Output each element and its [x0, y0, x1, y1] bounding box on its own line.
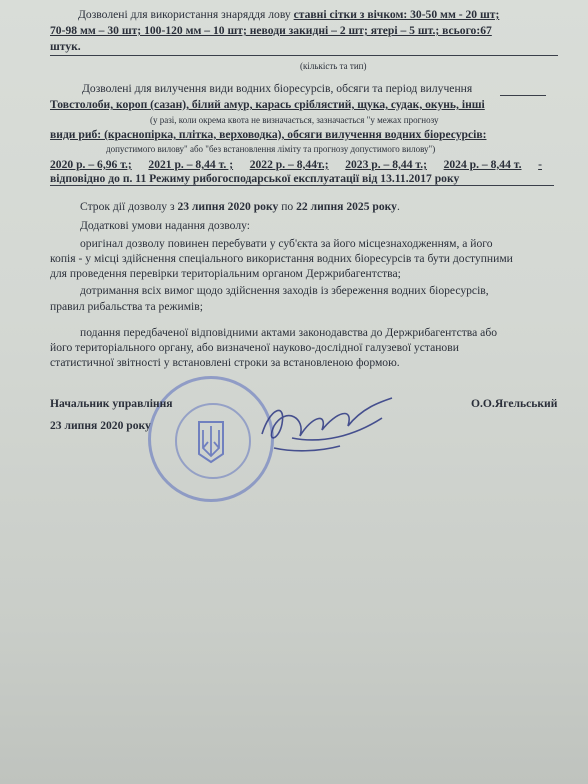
term-from: 23 липня 2020 року — [177, 200, 279, 213]
gear-lead: Дозволені для використання знаряддя лову — [78, 8, 294, 21]
condition-1-line-1: оригінал дозволу повинен перебувати у суб'єкта за його місцезнаходженням, а його — [80, 237, 493, 250]
signatory-name: О.О.Ягельський — [471, 397, 558, 410]
handwritten-signature — [252, 388, 402, 458]
species-year-dash: - — [538, 158, 542, 171]
species-year-2023: 2023 р. – 8,44 т.; — [345, 158, 427, 171]
condition-2-line-1: дотримання всіх вимог щодо здійснення заходів із збереження водних біоресурсів, — [80, 284, 489, 297]
term-mid: по — [278, 200, 297, 213]
gear-values-1: ставні сітки з вічком: 30-50 мм - 20 шт; — [293, 8, 500, 21]
signature-date: 23 липня 2020 року — [50, 419, 151, 432]
species-caption-2: допустимого вилову" або "без встановлення ліміту та прогнозу допустимого вилову") — [106, 144, 436, 154]
species-years-line — [50, 158, 542, 171]
term-to: 22 липня 2025 року — [296, 200, 397, 213]
species-year-2020: 2020 р. – 6,96 т.; — [50, 158, 132, 171]
species-basis: відповідно до п. 11 Режиму рибогосподарської експлуатації від 13.11.2017 року — [50, 172, 460, 185]
gear-rule — [50, 55, 558, 56]
condition-1-line-3: для проведення перевірки територіальним органом Держрибагентства; — [50, 267, 401, 280]
gear-values-3: штук. — [50, 40, 81, 53]
species-lead-rule — [500, 95, 546, 96]
condition-3-line-2: його територіального органу, або визначеної науково-дослідної галузевої установи — [50, 341, 459, 354]
conditions-lead: Додаткові умови надання дозволу: — [80, 219, 250, 232]
term-line — [80, 200, 400, 213]
species-year-2024: 2024 р. – 8,44 т. — [443, 158, 522, 171]
species-values-1: Товстолоби, короп (сазан), білий амур, карась сріблястий, щука, судак, окунь, інші — [50, 98, 485, 111]
condition-1-line-2: копія - у місці здійснення спеціального використання водних біоресурсів та бути доступними — [50, 252, 513, 265]
term-end: . — [396, 200, 400, 213]
species-year-2021: 2021 р. – 8,44 т. ; — [148, 158, 234, 171]
term-lead: Строк дії дозволу з — [80, 200, 178, 213]
condition-2-line-2: правил рибальства та режимів; — [50, 300, 203, 313]
signatory-position: Начальник управління — [50, 397, 173, 410]
species-values-2: види риб: (краснопірка, плітка, верховодка), обсяги вилучення водних біоресурсів: — [50, 128, 487, 141]
species-caption-1: (у разі, коли окрема квота не визначається, зазначається "у межах прогнозу — [150, 115, 439, 125]
condition-3-line-1: подання передбаченої відповідними актами законодавства до Держрибагентства або — [80, 326, 498, 339]
condition-3-line-3: статистичної звітності у встановлені строки за встановленою формою. — [50, 356, 400, 369]
species-lead: Дозволені для вилучення види водних біоресурсів, обсяги та період вилучення — [82, 82, 473, 95]
species-year-2022: 2022 р. – 8,44т.; — [249, 158, 329, 171]
species-rule — [50, 185, 554, 186]
gear-values-2: 70-98 мм – 30 шт; 100-120 мм – 10 шт; неводи закидні – 2 шт; ятері – 5 шт.; всього:67 — [50, 24, 492, 37]
gear-caption: (кількість та тип) — [300, 61, 367, 71]
gear-line-1 — [78, 8, 499, 21]
